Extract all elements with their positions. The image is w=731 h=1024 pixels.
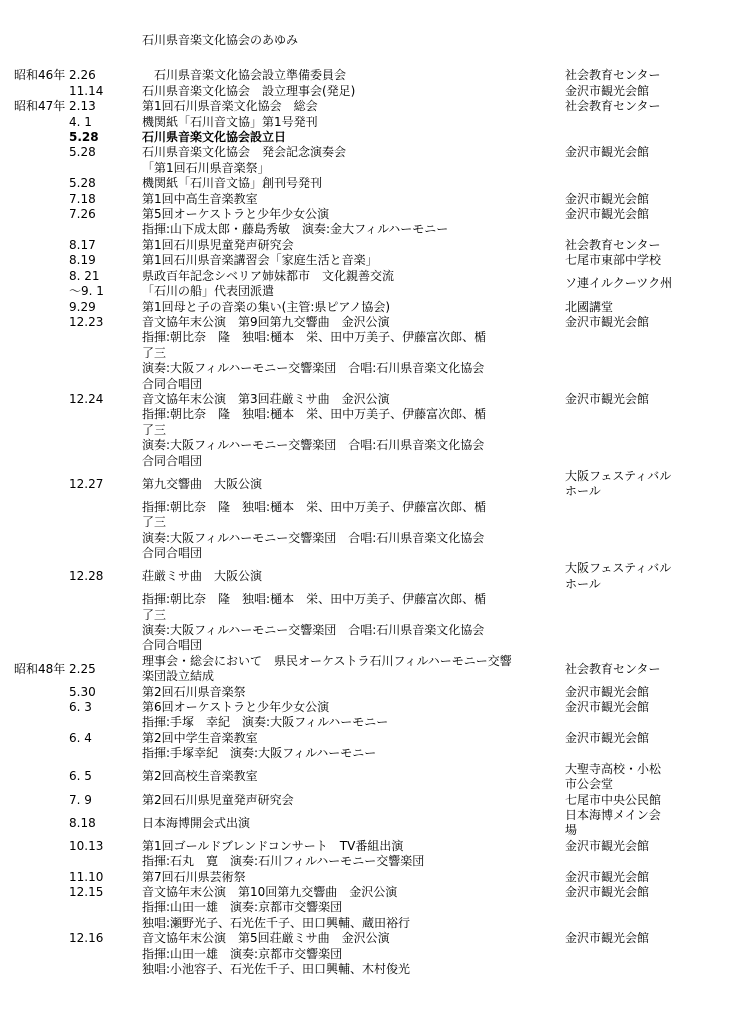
date-label: 12.24 <box>69 391 104 406</box>
event-line: 音文協年末公演 第9回第九交響曲 金沢公演 <box>142 314 390 329</box>
event-line: 理事会・総会において 県民オーケストラ石川フィルハーモニー交響 <box>142 653 512 668</box>
page-title: 石川県音楽文化協会のあゆみ <box>142 33 299 47</box>
event-line: 石川県音楽文化協会設立日 <box>142 130 287 145</box>
venue-cell <box>565 654 725 685</box>
year-cell <box>14 300 69 315</box>
event-cell <box>142 500 565 562</box>
history-row <box>14 561 725 592</box>
event-line: 指揮:山下成太郎・藤島秀敏 演奏:金大フィルハーモニー <box>142 222 449 237</box>
date-cell <box>69 654 142 685</box>
venue-line: 金沢市観光会館 <box>565 207 650 222</box>
date-label: 8.19 <box>69 253 96 268</box>
event-cell <box>142 115 565 130</box>
date-cell <box>69 808 142 839</box>
event-line: 第1回石川県音楽文化協会 総会 <box>142 99 318 114</box>
venue-line: 金沢市観光会館 <box>565 83 650 98</box>
venue-line: 金沢市観光会館 <box>565 884 650 899</box>
event-line: 機関紙「石川音文協」第1号発刊 <box>142 114 318 129</box>
year-cell <box>14 84 69 99</box>
date-label: 10.13 <box>69 838 104 853</box>
event-cell <box>142 207 565 238</box>
history-row <box>14 84 725 99</box>
venue-cell <box>565 500 725 562</box>
event-line: 指揮:石丸 寛 演奏:石川フィルハーモニー交響楽団 <box>142 854 425 869</box>
history-row <box>14 207 725 238</box>
event-cell <box>142 592 565 654</box>
history-row <box>14 315 725 392</box>
venue-cell <box>565 192 725 207</box>
year-cell <box>14 731 69 762</box>
year-cell <box>14 392 69 469</box>
event-cell <box>142 269 565 300</box>
event-line: 日本海博開会式出演 <box>142 815 251 830</box>
event-cell <box>142 469 565 500</box>
event-line: 石川県音楽文化協会 発会記念演奏会 <box>142 145 347 160</box>
date-label: 12.16 <box>69 931 104 946</box>
venue-cell <box>565 115 725 130</box>
date-cell <box>69 592 142 654</box>
venue-line: 市公会堂 <box>565 777 614 792</box>
event-line: 第2回高校生音楽教室 <box>142 769 258 784</box>
venue-cell <box>565 130 725 145</box>
date-label: 5.28 <box>69 176 96 191</box>
date-label: 2.13 <box>69 99 96 114</box>
venue-line: 金沢市観光会館 <box>565 869 650 884</box>
date-label: 11.14 <box>69 83 104 98</box>
event-line: 石川県音楽文化協会 設立理事会(発足) <box>142 83 356 98</box>
year-cell <box>14 793 69 808</box>
event-cell <box>142 808 565 839</box>
venue-line: 金沢市観光会館 <box>565 730 650 745</box>
date-label: 7. 9 <box>69 792 92 807</box>
history-row <box>14 870 725 885</box>
date-label: 8. 21 <box>69 268 100 283</box>
event-line: 音文協年末公演 第3回荘厳ミサ曲 金沢公演 <box>142 391 390 406</box>
event-line: 楽団設立結成 <box>142 669 215 684</box>
venue-cell <box>565 176 725 191</box>
year-cell <box>14 762 69 793</box>
event-cell <box>142 145 565 176</box>
history-row <box>14 700 725 731</box>
venue-line: ホール <box>565 484 601 499</box>
date-cell <box>69 500 142 562</box>
venue-line: 金沢市観光会館 <box>565 931 650 946</box>
venue-line: 大阪フェスティバル <box>565 468 672 483</box>
year-cell <box>14 808 69 839</box>
history-row <box>14 931 725 977</box>
event-line: 第6回オーケストラと少年少女公演 <box>142 700 330 715</box>
year-cell <box>14 561 69 592</box>
date-cell <box>69 870 142 885</box>
event-line: 「石川の船」代表団派遣 <box>142 284 275 299</box>
year-label: 昭和46年 <box>14 68 66 83</box>
date-cell <box>69 561 142 592</box>
event-line: 演奏:大阪フィルハーモニー交響楽団 合唱:石川県音楽文化協会 <box>142 623 485 638</box>
date-cell <box>69 99 142 114</box>
venue-line: ホール <box>565 576 601 591</box>
event-cell <box>142 84 565 99</box>
history-row <box>14 731 725 762</box>
venue-cell <box>565 99 725 114</box>
venue-line: 大阪フェスティバル <box>565 561 672 576</box>
event-line: 指揮:手塚幸紀 演奏:大阪フィルハーモニー <box>142 746 377 761</box>
history-row <box>14 392 725 469</box>
event-line: 第2回中学生音楽教室 <box>142 730 258 745</box>
date-label: 11.10 <box>69 869 104 884</box>
venue-line: 場 <box>565 823 578 838</box>
event-cell <box>142 176 565 191</box>
year-cell <box>14 253 69 268</box>
history-row <box>14 176 725 191</box>
year-cell <box>14 315 69 392</box>
event-line: 了三 <box>142 422 167 437</box>
year-cell <box>14 115 69 130</box>
venue-cell <box>565 931 725 977</box>
event-cell <box>142 253 565 268</box>
year-cell <box>14 592 69 654</box>
date-cell <box>69 84 142 99</box>
event-line: 了三 <box>142 515 167 530</box>
year-cell <box>14 176 69 191</box>
venue-cell <box>565 685 725 700</box>
event-cell <box>142 68 565 83</box>
event-line: 「第1回石川県音楽祭」 <box>142 160 270 175</box>
venue-cell <box>565 700 725 731</box>
event-line: 指揮:朝比奈 隆 独唱:樋本 栄、田中万美子、伊藤富次郎、楯 <box>142 499 487 514</box>
year-label: 昭和48年 <box>14 661 66 676</box>
venue-cell <box>565 68 725 83</box>
venue-line: 金沢市観光会館 <box>565 191 650 206</box>
venue-cell <box>565 269 725 300</box>
venue-cell <box>565 300 725 315</box>
venue-cell <box>565 392 725 469</box>
date-label: 7.26 <box>69 207 96 222</box>
venue-line: 北國講堂 <box>565 299 614 314</box>
event-line: 指揮:朝比奈 隆 独唱:樋本 栄、田中万美子、伊藤富次郎、楯 <box>142 592 487 607</box>
date-cell <box>69 207 142 238</box>
date-label: 12.27 <box>69 476 104 491</box>
event-line: 県政百年記念シベリア姉妹都市 文化親善交流 <box>142 268 395 283</box>
date-cell <box>69 238 142 253</box>
event-cell <box>142 731 565 762</box>
date-cell <box>69 885 142 931</box>
year-cell <box>14 269 69 300</box>
year-cell <box>14 500 69 562</box>
date-cell <box>69 253 142 268</box>
date-label: 12.28 <box>69 569 104 584</box>
event-line: 了三 <box>142 345 167 360</box>
date-cell <box>69 68 142 83</box>
history-row <box>14 685 725 700</box>
event-line: 合同合唱団 <box>142 546 203 560</box>
venue-line: ソ連イルクーツク州 <box>565 276 673 291</box>
event-line: 了三 <box>142 607 167 622</box>
date-label: 5.28 <box>69 130 99 145</box>
year-label: 昭和47年 <box>14 99 66 114</box>
year-cell <box>14 654 69 685</box>
event-cell <box>142 392 565 469</box>
event-line: 第1回ゴールドブレンドコンサート TV番組出演 <box>142 838 404 853</box>
date-cell <box>69 269 142 300</box>
event-cell <box>142 315 565 392</box>
date-label: 6. 4 <box>69 730 92 745</box>
event-cell <box>142 870 565 885</box>
year-cell <box>14 931 69 977</box>
date-label: 7.18 <box>69 191 96 206</box>
event-line: 合同合唱団 <box>142 376 203 391</box>
venue-cell <box>565 762 725 793</box>
event-cell <box>142 192 565 207</box>
event-cell <box>142 700 565 731</box>
event-line: 指揮:山田一雄 演奏:京都市交響楽団 <box>142 900 343 915</box>
venue-line: 社会教育センター <box>565 99 661 114</box>
venue-line: 七尾市東部中学校 <box>565 253 662 268</box>
event-cell <box>142 561 565 592</box>
venue-line: 金沢市観光会館 <box>565 838 650 853</box>
venue-line: 金沢市観光会館 <box>565 684 650 699</box>
date-cell <box>69 115 142 130</box>
date-label: 5.30 <box>69 684 96 699</box>
history-row <box>14 115 725 130</box>
venue-cell <box>565 808 725 839</box>
year-cell <box>14 99 69 114</box>
date-label: ～9. 1 <box>69 284 104 299</box>
event-line: 荘厳ミサ曲 大阪公演 <box>142 569 263 584</box>
event-line: 独唱:小池容子、石光佐千子、田口興輔、木村俊光 <box>142 961 411 976</box>
event-cell <box>142 654 565 685</box>
history-table <box>14 68 725 977</box>
venue-cell <box>565 84 725 99</box>
history-row <box>14 68 725 83</box>
venue-cell <box>565 207 725 238</box>
event-line: 指揮:山田一雄 演奏:京都市交響楽団 <box>142 946 343 961</box>
event-line: 音文協年末公演 第10回第九交響曲 金沢公演 <box>142 884 398 899</box>
history-row <box>14 269 725 300</box>
venue-cell <box>565 253 725 268</box>
event-line: 指揮:手塚 幸紀 演奏:大阪フィルハーモニー <box>142 715 389 730</box>
event-cell <box>142 885 565 931</box>
history-row <box>14 130 725 145</box>
date-cell <box>69 145 142 176</box>
date-cell <box>69 130 142 145</box>
date-label: 5.28 <box>69 145 96 160</box>
event-cell <box>142 931 565 977</box>
event-cell <box>142 130 565 145</box>
event-line: 第1回石川県音楽講習会「家庭生活と音楽」 <box>142 253 378 268</box>
year-cell <box>14 192 69 207</box>
event-line: 第1回石川県児童発声研究会 <box>142 237 294 252</box>
event-cell <box>142 300 565 315</box>
event-line: 指揮:朝比奈 隆 独唱:樋本 栄、田中万美子、伊藤富次郎、楯 <box>142 407 487 422</box>
date-label: 12.23 <box>69 314 104 329</box>
history-row <box>14 885 725 931</box>
event-line: 指揮:朝比奈 隆 独唱:樋本 栄、田中万美子、伊藤富次郎、楯 <box>142 330 487 345</box>
history-row <box>14 592 725 654</box>
event-cell <box>142 238 565 253</box>
history-row <box>14 839 725 870</box>
event-line: 第九交響曲 大阪公演 <box>142 476 263 491</box>
date-cell <box>69 839 142 870</box>
venue-line: 社会教育センター <box>565 68 661 83</box>
history-row <box>14 808 725 839</box>
event-line: 演奏:大阪フィルハーモニー交響楽団 合唱:石川県音楽文化協会 <box>142 530 485 545</box>
history-row <box>14 192 725 207</box>
event-cell <box>142 685 565 700</box>
venue-cell <box>565 469 725 500</box>
event-cell <box>142 762 565 793</box>
date-cell <box>69 315 142 392</box>
history-row <box>14 99 725 114</box>
date-label: 8.18 <box>69 815 96 830</box>
event-line: 第5回オーケストラと少年少女公演 <box>142 207 330 222</box>
date-cell <box>69 392 142 469</box>
history-row <box>14 793 725 808</box>
date-label: 8.17 <box>69 237 96 252</box>
event-line: 第1回中高生音楽教室 <box>142 191 258 206</box>
event-line: 第1回母と子の音楽の集い(主管:県ピアノ協会) <box>142 299 391 314</box>
event-line: 音文協年末公演 第5回荘厳ミサ曲 金沢公演 <box>142 931 390 946</box>
venue-cell <box>565 731 725 762</box>
venue-cell <box>565 315 725 392</box>
venue-cell <box>565 870 725 885</box>
event-line: 第2回石川県児童発声研究会 <box>142 792 294 807</box>
venue-cell <box>565 592 725 654</box>
date-cell <box>69 176 142 191</box>
date-cell <box>69 793 142 808</box>
venue-line: 社会教育センター <box>565 661 661 676</box>
event-line: 第7回石川県芸術祭 <box>142 869 246 884</box>
event-cell <box>142 99 565 114</box>
venue-cell <box>565 839 725 870</box>
venue-cell <box>565 561 725 592</box>
venue-cell <box>565 145 725 176</box>
venue-line: 大聖寺高校・小松 <box>565 761 662 776</box>
date-label: 12.15 <box>69 884 104 899</box>
venue-cell <box>565 793 725 808</box>
date-cell <box>69 300 142 315</box>
date-label: 6. 5 <box>69 769 92 784</box>
date-label: 9.29 <box>69 299 96 314</box>
venue-line: 金沢市観光会館 <box>565 314 650 329</box>
date-cell <box>69 192 142 207</box>
history-row <box>14 469 725 500</box>
history-row <box>14 654 725 685</box>
date-label: 4. 1 <box>69 114 92 129</box>
date-label: 2.26 <box>69 68 96 83</box>
event-line: 演奏:大阪フィルハーモニー交響楽団 合唱:石川県音楽文化協会 <box>142 361 485 376</box>
year-cell <box>14 839 69 870</box>
history-row <box>14 500 725 562</box>
date-cell <box>69 731 142 762</box>
history-row <box>14 300 725 315</box>
history-row <box>14 238 725 253</box>
year-cell <box>14 130 69 145</box>
date-label: 2.25 <box>69 661 96 676</box>
event-line: 独唱:瀬野光子、石光佐千子、田口興輔、蔵田裕行 <box>142 915 411 930</box>
event-line: 石川県音楽文化協会設立準備委員会 <box>142 68 347 83</box>
venue-line: 日本海博メイン会 <box>565 807 661 822</box>
event-line: 機関紙「石川音文協」創刊号発刊 <box>142 176 323 191</box>
venue-line: 金沢市観光会館 <box>565 391 650 406</box>
venue-cell <box>565 885 725 931</box>
event-line: 第2回石川県音楽祭 <box>142 684 246 699</box>
date-cell <box>69 700 142 731</box>
year-cell <box>14 68 69 83</box>
year-cell <box>14 469 69 500</box>
date-cell <box>69 469 142 500</box>
date-label: 6. 3 <box>69 700 92 715</box>
year-cell <box>14 870 69 885</box>
venue-line: 金沢市観光会館 <box>565 700 650 715</box>
event-cell <box>142 793 565 808</box>
venue-line: 七尾市中央公民館 <box>565 792 662 807</box>
event-line: 演奏:大阪フィルハーモニー交響楽団 合唱:石川県音楽文化協会 <box>142 438 485 453</box>
date-cell <box>69 931 142 977</box>
event-line: 合同合唱団 <box>142 638 203 653</box>
year-cell <box>14 207 69 238</box>
date-cell <box>69 762 142 793</box>
venue-cell <box>565 238 725 253</box>
event-cell <box>142 839 565 870</box>
date-cell <box>69 685 142 700</box>
year-cell <box>14 700 69 731</box>
history-row <box>14 762 725 793</box>
history-row <box>14 145 725 176</box>
year-cell <box>14 145 69 176</box>
venue-line: 社会教育センター <box>565 237 661 252</box>
event-line: 合同合唱団 <box>142 453 203 468</box>
venue-line: 金沢市観光会館 <box>565 145 650 160</box>
year-cell <box>14 885 69 931</box>
year-cell <box>14 685 69 700</box>
history-row <box>14 253 725 268</box>
year-cell <box>14 238 69 253</box>
